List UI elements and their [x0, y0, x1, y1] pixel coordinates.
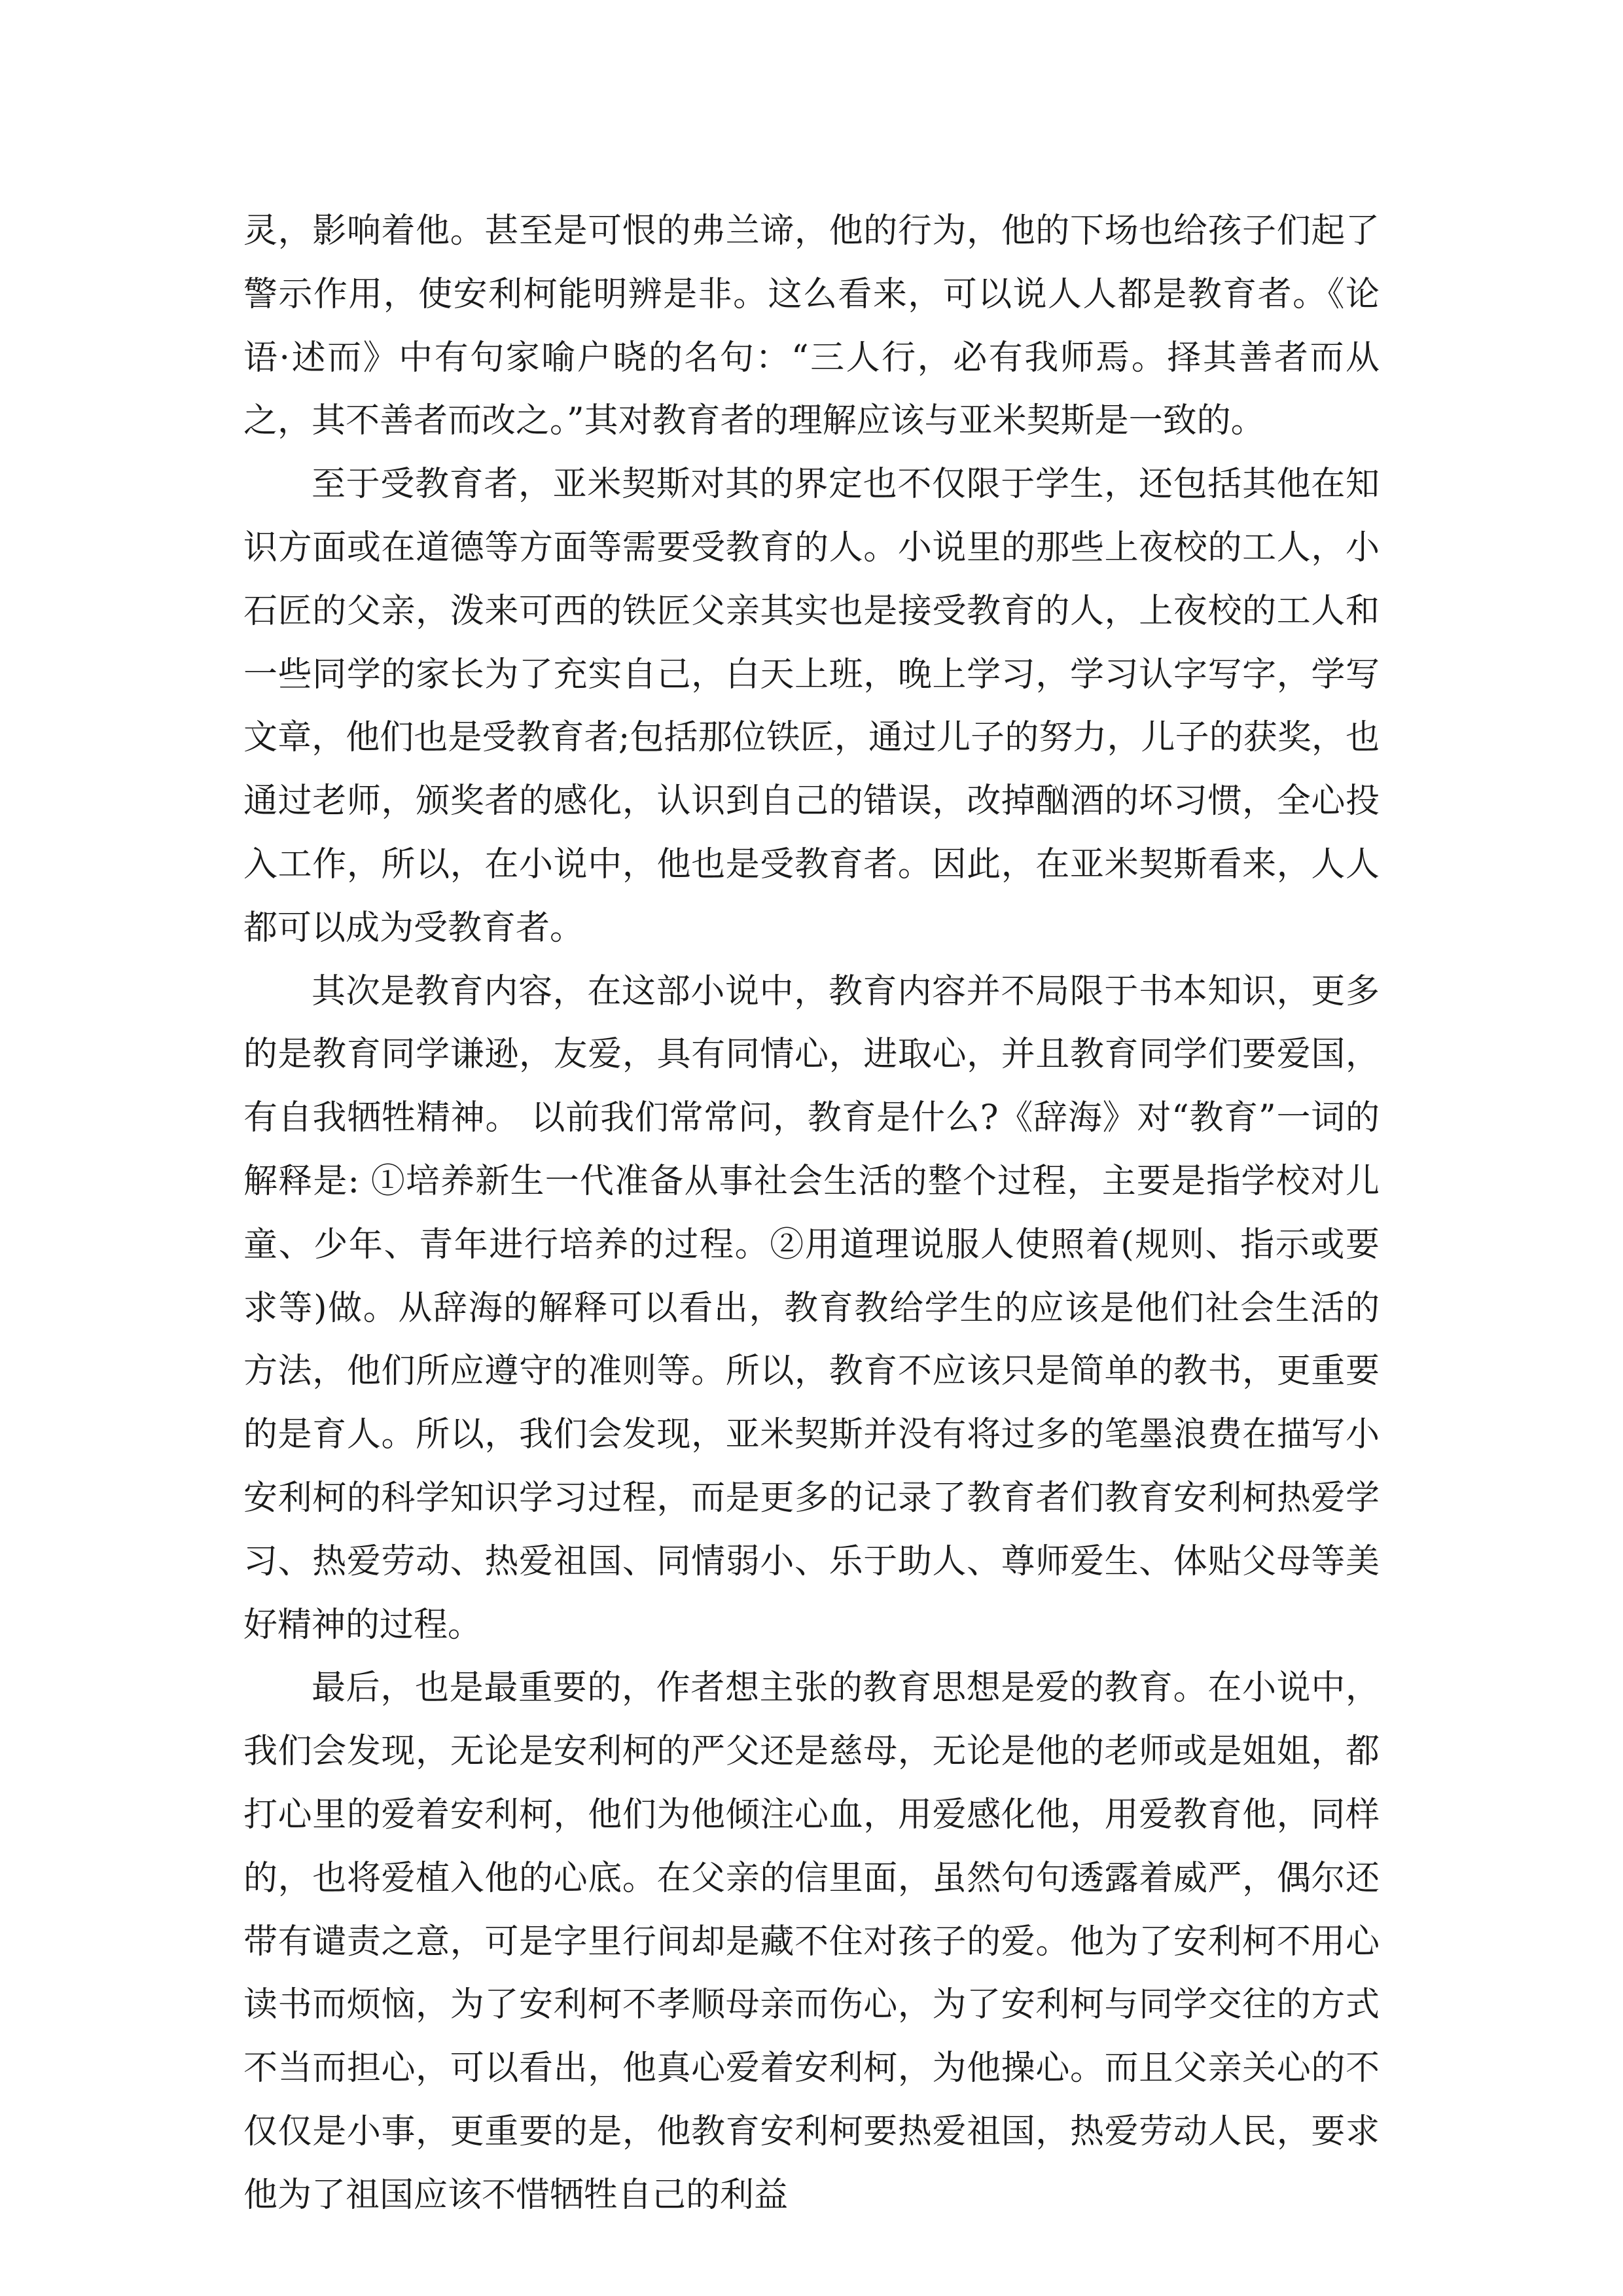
paragraph-educatees: 至于受教育者，亚米契斯对其的界定也不仅限于学生，还包括其他在知识方面或在道德等方面等需要受教育的人。小说里的那些上夜校的工人，小石匠的父亲，泼来可西的铁匠父亲其实也是接受教育的人，上夜校的工人和一些同学的家长为了充实自己，白天上班，晚上学习，学习认字写字，学写文章，他们也是受教育者;包括那位铁匠，通过儿子的努力，儿子的获奖，也通过老师，颁奖者的感化，认识到自己的错误，改掉酗酒的坏习惯，全心投入工作，所以，在小说中，他也是受教育者。因此，在亚米契斯看来，人人都可以成为受教育者。 [243, 465, 1380, 948]
paragraph-education-content: 其次是教育内容，在这部小说中，教育内容并不局限于书本知识，更多的是教育同学谦逊，友爱，具有同情心，进取心，并且教育同学们要爱国，有自我牺牲精神。 以前我们常常问，教育是什么?《辞海》对“教育”一词的解释是: ①培养新生一代准备从事社会生活的整个过程，主要是指学校对儿童、少年、青年进行培养的过程。②用道理说服人使照着(规则、指示或要求等)做。从辞海的解释可以看出，教育教给学生的应该是他们社会生活的方法，他们所应遵守的准则等。所以，教育不应该只是简单的教书，更重要的是育人。所以，我们会发现，亚米契斯并没有将过多的笔墨浪费在描写小安利柯的科学知识学习过程，而是更多的记录了教育者们教育安利柯热爱学习、热爱劳动、热爱祖国、同情弱小、乐于助人、尊师爱生、体贴父母等美好精神的过程。 [243, 971, 1380, 1645]
paragraph-education-of-love: 最后，也是最重要的，作者想主张的教育思想是爱的教育。在小说中，我们会发现，无论是安利柯的严父还是慈母，无论是他的老师或是姐姐，都打心里的爱着安利柯，他们为他倾注心血，用爱感化他，用爱教育他，同样的，也将爱植入他的心底。在父亲的信里面，虽然句句透露着威严，偶尔还带有谴责之意，可是字里行间却是藏不住对孩子的爱。他为了安利柯不用心读书而烦恼，为了安利柯不孝顺母亲而伤心，为了安利柯与同学交往的方式不当而担心，可以看出，他真心爱着安利柯，为他操心。而且父亲关心的不仅仅是小事，更重要的是，他教育安利柯要热爱祖国，热爱劳动人民，要求他为了祖国应该不惜牺牲自己的利益 [243, 1668, 1380, 2215]
body-text [243, 200, 1380, 2227]
paragraph-continuation: 灵，影响着他。甚至是可恨的弗兰谛，他的行为，他的下场也给孩子们起了警示作用，使安利柯能明辨是非。这么看来，可以说人人都是教育者。《论语·述而》中有句家喻户晓的名句：“三人行，必有我师焉。择其善者而从之，其不善者而改之。”其对教育者的理解应该与亚米契斯是一致的。 [243, 211, 1380, 441]
